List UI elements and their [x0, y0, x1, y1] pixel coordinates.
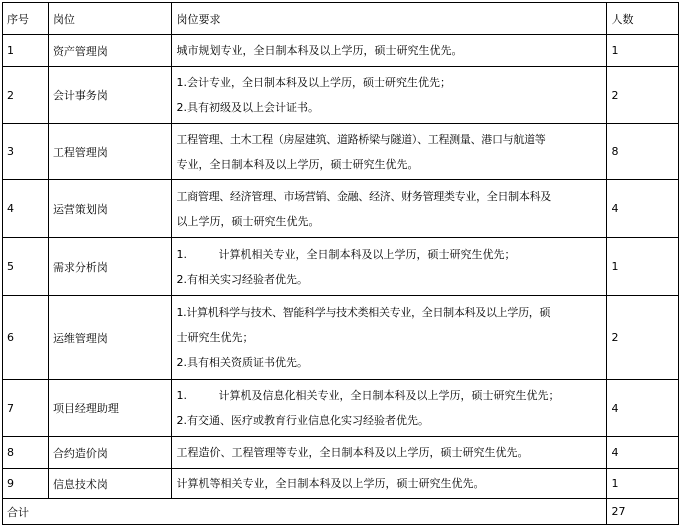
row-count: 4	[607, 180, 679, 238]
requirement-line: 1.计算机科学与技术、智能科学与技术类相关专业，全日制本科及以上学历，硕	[176, 306, 551, 319]
row-no: 9	[3, 469, 49, 499]
table-row	[3, 35, 679, 67]
table-row	[3, 238, 679, 296]
item-text: 计算机相关专业，全日制本科及以上学历，硕士研究生优先；	[218, 247, 516, 261]
total-count: 27	[607, 499, 679, 525]
row-requirements	[172, 296, 607, 380]
row-requirements	[172, 180, 607, 238]
row-no: 8	[3, 437, 49, 469]
table-header-row	[3, 3, 679, 35]
requirement-line: 2.具有相关资质证书优先。	[176, 356, 308, 369]
row-requirements	[172, 380, 607, 437]
header-count: 人数	[607, 3, 679, 35]
row-no: 6	[3, 296, 49, 380]
job-requirements-table	[2, 2, 679, 525]
header-requirements: 岗位要求	[172, 3, 607, 35]
row-count: 2	[607, 67, 679, 124]
row-requirements	[172, 238, 607, 296]
row-position: 工程管理岗	[48, 124, 172, 180]
requirement-line: 1.会计专业，全日制本科及以上学历，硕士研究生优先；	[176, 76, 451, 89]
requirement-line: 专业，全日制本科及以上学历，硕士研究生优先。	[176, 157, 419, 171]
table-footer-row	[3, 499, 679, 525]
table-row	[3, 296, 679, 380]
requirement-line: 工程造价、工程管理等专业，全日制本科及以上学历，硕士研究生优先。	[176, 446, 529, 459]
row-count: 1	[607, 238, 679, 296]
row-no: 5	[3, 238, 49, 296]
row-count: 1	[607, 469, 679, 499]
table-row	[3, 380, 679, 437]
requirement-line: 城市规划专业，全日制本科及以上学历，硕士研究生优先。	[176, 44, 463, 57]
row-position: 合约造价岗	[48, 437, 172, 469]
row-requirements	[172, 35, 607, 67]
requirement-line	[176, 383, 606, 408]
table-row	[3, 180, 679, 238]
row-count: 2	[607, 296, 679, 380]
row-requirements	[172, 469, 607, 499]
requirement-line: 工商管理、经济管理、市场营销、金融、经济、财务管理类专业，全日制本科及	[176, 189, 551, 203]
requirement-line: 2.有相关实习经验者优先。	[176, 272, 308, 286]
row-count: 8	[607, 124, 679, 180]
requirement-line: 2.有交通、医疗或教育行业信息化实习经验者优先。	[176, 414, 429, 427]
row-position: 会计事务岗	[48, 67, 172, 124]
row-no: 7	[3, 380, 49, 437]
row-position: 信息技术岗	[48, 469, 172, 499]
row-requirements	[172, 67, 607, 124]
requirement-line	[176, 242, 606, 267]
item-number: 1.	[176, 247, 187, 261]
requirement-line: 士研究生优先；	[176, 331, 254, 344]
row-requirements	[172, 437, 607, 469]
row-position: 资产管理岗	[48, 35, 172, 67]
row-no: 1	[3, 35, 49, 67]
item-number: 1.	[176, 389, 187, 402]
row-requirements	[172, 124, 607, 180]
header-position: 岗位	[48, 3, 172, 35]
item-text: 计算机及信息化相关专业，全日制本科及以上学历，硕士研究生优先；	[218, 389, 560, 402]
header-no: 序号	[3, 3, 49, 35]
row-count: 4	[607, 380, 679, 437]
row-no: 2	[3, 67, 49, 124]
requirement-line: 计算机等相关专业，全日制本科及以上学历，硕士研究生优先。	[176, 477, 485, 490]
row-position: 运维管理岗	[48, 296, 172, 380]
requirement-line: 以上学历，硕士研究生优先。	[176, 214, 320, 228]
table-row	[3, 437, 679, 469]
table-row	[3, 124, 679, 180]
row-count: 1	[607, 35, 679, 67]
row-position: 运营策划岗	[48, 180, 172, 238]
table-row	[3, 67, 679, 124]
row-position: 项目经理助理	[48, 380, 172, 437]
table-row	[3, 469, 679, 499]
requirement-line: 2.具有初级及以上会计证书。	[176, 101, 319, 114]
row-no: 4	[3, 180, 49, 238]
row-count: 4	[607, 437, 679, 469]
requirement-line: 工程管理、土木工程（房屋建筑、道路桥梁与隧道）、工程测量、港口与航道等	[176, 132, 546, 146]
row-no: 3	[3, 124, 49, 180]
total-label: 合计	[3, 499, 607, 525]
row-position: 需求分析岗	[48, 238, 172, 296]
